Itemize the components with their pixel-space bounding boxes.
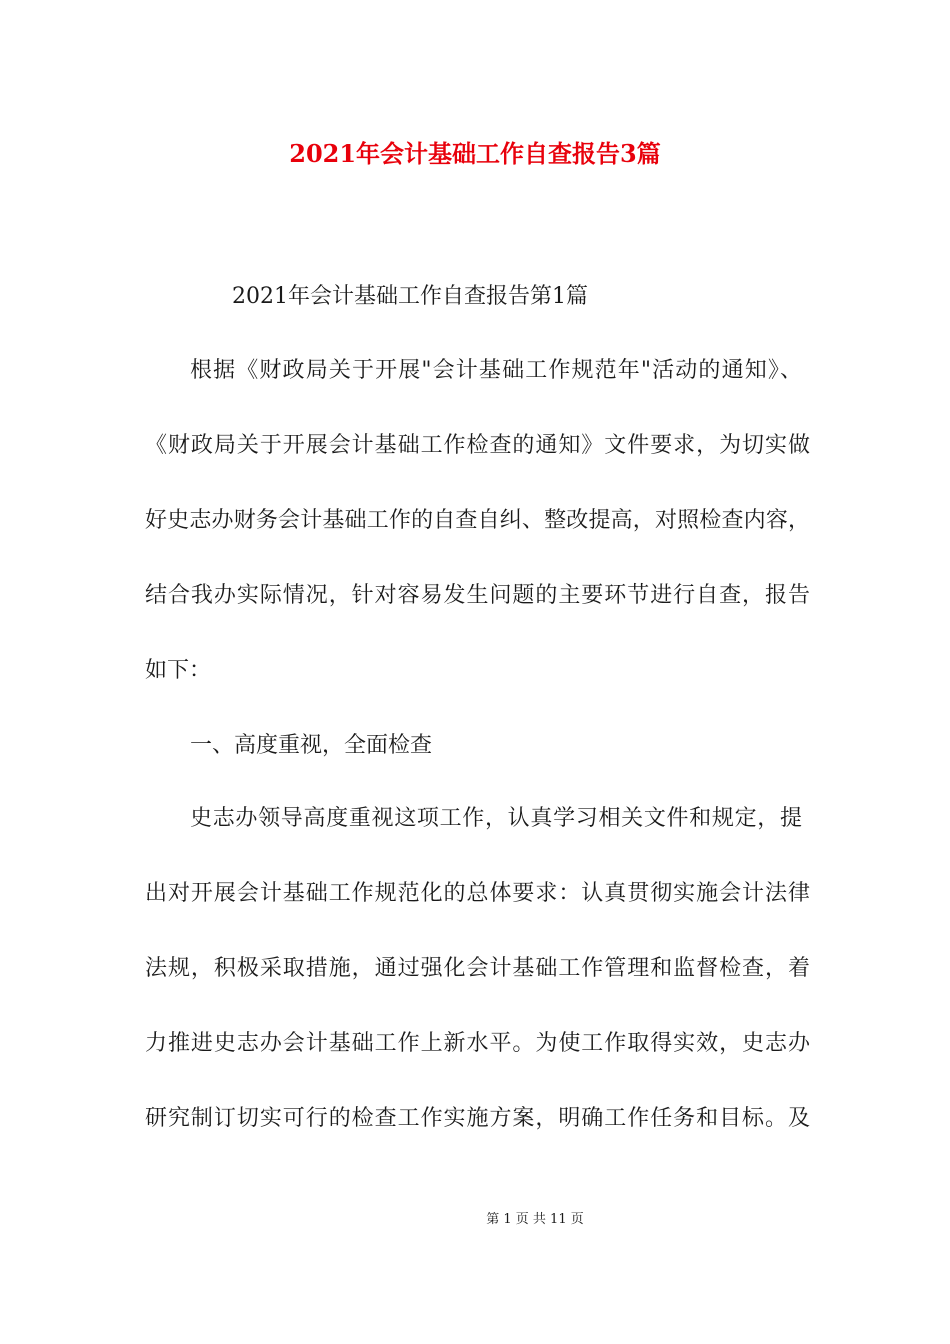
document-title: 2021年会计基础工作自查报告3篇 [289, 139, 661, 168]
paragraph-line: 如下： [145, 658, 212, 683]
paragraph-line: 法规，积极采取措施，通过强化会计基础工作管理和监督检查，着 [145, 956, 810, 981]
paragraph-line: 史志办领导高度重视这项工作，认真学习相关文件和规定，提 [190, 806, 802, 831]
page-footer: 第 1 页 共 11 页 [486, 1212, 584, 1227]
paragraph-line: 结合我办实际情况，针对容易发生问题的主要环节进行自查，报告 [145, 583, 810, 608]
paragraph-line: 好史志办财务会计基础工作的自查自纠、整改提高，对照检查内容， [145, 508, 810, 533]
paragraph-line: 根据《财政局关于开展"会计基础工作规范年"活动的通知》、 [190, 358, 802, 383]
paragraph-line: 力推进史志办会计基础工作上新水平。为使工作取得实效，史志办 [145, 1031, 810, 1056]
paragraph-line: 出对开展会计基础工作规范化的总体要求：认真贯彻实施会计法律 [145, 881, 810, 906]
section-heading: 一、高度重视，全面检查 [190, 733, 433, 758]
section-subtitle: 2021年会计基础工作自查报告第1篇 [232, 284, 588, 309]
paragraph-line: 研究制订切实可行的检查工作实施方案，明确工作任务和目标。及 [145, 1106, 810, 1131]
paragraph-line: 《财政局关于开展会计基础工作检查的通知》文件要求，为切实做 [145, 433, 810, 458]
